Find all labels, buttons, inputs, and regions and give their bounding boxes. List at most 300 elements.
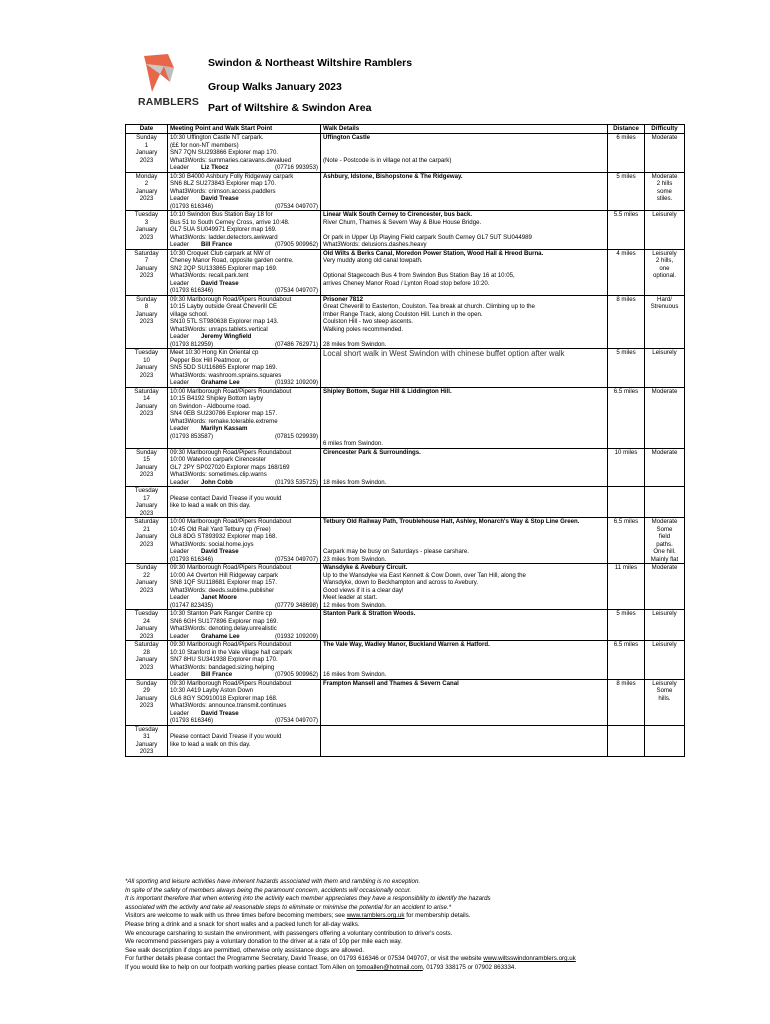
walk-date-line: 2023 [139,318,154,325]
walk-date-line: Sunday [136,679,157,687]
walk-date-line: Tuesday [134,349,159,356]
walk-detail-line [323,656,605,664]
walk-date-line: 2 [144,180,149,187]
difficulty-value: Leisurely [652,610,677,617]
leader-label: Leader [170,195,189,202]
help-text-end: , 01793 338175 or 07902 863334. [422,963,517,971]
meeting-point-line: 10:15 Layby outside Great Cheverill CE [170,303,278,310]
leader-name: David Trease [200,279,239,287]
walk-detail-line [323,149,605,157]
walk-title: Prisoner 7812 [323,295,363,303]
leader-name: Bill France [200,671,233,678]
walk-date-line: Saturday [134,641,159,648]
leader-phones [170,287,318,295]
walk-date-cell [126,679,168,725]
walk-date-line: January [135,502,158,509]
leader-phone: (01932 109209) [274,379,318,386]
walk-date-line: January [135,740,158,748]
leader-phone-mobile: (07486 762971) [274,340,318,348]
walk-row [126,679,685,725]
details-column-header: Walk Details [321,125,608,134]
difficulty-value: Leisurely [652,641,677,648]
walk-details-cell [321,172,608,211]
walk-details-cell [321,725,608,756]
distance-cell [608,172,645,211]
walk-details-cell [321,295,608,349]
meeting-point-line: SN4 0EB SU230786 Explorer map 157. [170,410,278,417]
visitors-text: Visitors are welcome to walk with us three times before becoming members; see [125,912,347,920]
footer-line: We encourage carsharing to sustain the environment, with passengers offering a voluntary contribution to driver's costs. [125,929,453,937]
walk-date-cell [126,172,168,211]
walk-row [126,448,685,487]
contact-text: For further details please contact the Programme Secretary, David Trease, on 01793 616346 or 07534 049707, or visit the website [125,955,484,963]
date-column-header: Date [126,125,168,134]
difficulty-cell [645,172,685,211]
leader-phone-mobile: (07534 049707) [274,555,318,563]
meeting-point-line [170,726,318,734]
walk-detail-line: Imber Range Track, along Coulston Hill. Lunch in the open. [323,310,483,318]
walk-detail-line [323,541,605,549]
meeting-point-line: What3Words: social.home.joys [170,540,254,548]
walk-date-line: January [135,656,158,663]
walk-date-cell [126,211,168,250]
leader-label: Leader [170,425,189,432]
walk-row [126,487,685,518]
leader-phone: (07716 993953) [274,164,318,171]
walk-date-line: Saturday [134,249,159,257]
meeting-point-line: 10:30 Stanton Park Ranger Centre cp [170,610,272,617]
distance-value: 6 miles [616,134,636,141]
walk-date-line: 2023 [139,471,154,478]
walk-title: Old Wilts & Berks Canal, Moredon Power Station, Wood Hall & Hreod Burna. [323,249,544,257]
walk-row [126,387,685,448]
difficulty-value [647,487,682,495]
meeting-point-line: SN7 7QN SU293866 Explorer map 170. [170,149,279,156]
difficulty-value: 2 hills, [655,257,674,264]
leader-line [170,379,318,387]
walk-date-line: January [135,625,158,632]
leader-label: Leader [170,709,189,717]
meeting-point-line: 09:30 Marlborough Road/Pipers Roundabout [170,564,292,571]
walk-date-line: 3 [144,218,149,226]
meeting-point-line: Meet 10:30 Hong Kin Oriental cp [170,349,259,356]
leader-name: Bill France [200,241,233,248]
leader-phones [170,203,318,211]
walk-detail-line: 28 miles from Swindon. [323,340,387,348]
meeting-point-line: 09:30 Marlborough Road/Pipers Roundabout [170,448,292,456]
walk-detail-line [323,464,605,472]
distance-cell [608,295,645,349]
walk-detail-line: Very muddy along old canal towpath. [323,257,423,264]
meeting-point-cell [168,610,321,641]
meeting-point-line: GL7 5UA SU049971 Explorer map 169. [170,226,277,233]
walk-date-line: January [135,364,158,371]
leader-phone-home: (01747 823435) [170,601,214,609]
footer-line: Please bring a drink and a snack for short walks and a packed lunch for all-day walks. [125,920,360,928]
distance-value: 10 miles [614,448,638,456]
difficulty-value: Mainly flat [650,555,679,563]
walk-detail-line: 6 miles from Swindon. [323,440,383,447]
walk-details-cell [321,448,608,487]
leader-phone: (07905 909962) [274,671,318,678]
meeting-point-line: 09:30 Marlborough Road/Pipers Roundabout [170,641,292,648]
page-subtitle: Group Walks January 2023 [208,81,342,93]
leader-name: Jeremy Wingfield [200,333,252,340]
leader-label: Leader [170,333,189,340]
meeting-point-line: GL8 8DG ST893932 Explorer map 168. [170,533,278,540]
leader-label: Leader [170,548,189,555]
leader-label: Leader [170,594,189,601]
email-link[interactable]: tomoallen@hotmail.com [356,963,423,971]
leader-line [170,195,318,203]
meeting-point-line: SN2 2QP SU133865 Explorer map 169. [170,264,278,272]
walk-date-line: 28 [143,648,150,656]
walk-detail-line: 12 miles from Swindon. [323,601,387,609]
leader-phone-home: (01793 616346) [170,287,214,294]
difficulty-value: Leisurely [652,249,677,257]
safety-notice [125,878,685,912]
difficulty-cell [645,564,685,610]
leader-phone: (01932 109209) [274,632,318,640]
safety-line: associated with the activity and take all reasonable steps to eliminate or minimise the potential for an accident to arise.* [125,903,452,911]
walk-details-cell [321,564,608,610]
meeting-point-line: Bus 51 to South Cerney Cross, arrive 10:48. [170,218,290,226]
walk-title: Linear Walk South Cerney to Cirencester, bus back. [323,211,473,218]
leader-phones [170,556,318,564]
leader-name: Liz Tkocz [200,164,229,171]
walk-title: The Vale Way, Wadley Manor, Buckland Warren & Hatford. [323,641,490,648]
leader-name: David Trease [200,548,239,555]
walk-date-cell [126,487,168,518]
leader-name: Marilyn Kassam [200,425,248,432]
meeting-point-line: Cheney Manor Road, opposite garden centre. [170,257,294,264]
meeting-point-line: SN6 8LZ SU273843 Explorer map 170. [170,180,277,187]
meeting-point-line: GL6 8GY SO910018 Explorer map 168. [170,694,278,702]
meeting-point-line: 10:00 Marlborough Road/Pipers Roundabout [170,518,292,525]
walk-details-cell [321,387,608,448]
walk-detail-line [323,265,605,273]
walk-title: Frampton Mansell and Thames & Severn Canal [323,679,459,687]
walk-row [126,211,685,250]
safety-line: In spite of the safety of members always being the paramount concern, accidents will occasionally occur. [125,886,412,894]
leader-line [170,548,318,556]
meeting-point-line: 10:00 Marlborough Road/Pipers Roundabout [170,387,292,395]
meeting-point-line: 10:15 B4192 Shipley Bottom layby [170,395,264,402]
walk-detail-line [323,664,605,672]
difficulty-value: One hill. [653,548,676,555]
meeting-point-cell [168,448,321,487]
distance-cell [608,610,645,641]
walk-date-line: 8 [144,303,149,310]
meeting-point-line: GL7 2PY SP027020 Explorer maps 168/169 [170,463,290,471]
visitors-note [125,912,685,921]
meeting-point-line: 10:10 Stanford in the Vale village hall carpark [170,648,293,656]
distance-cell [608,641,645,680]
walk-details-cell [321,641,608,680]
leader-line [170,594,318,602]
leader-line [170,280,318,288]
difficulty-cell [645,725,685,756]
meeting-point-line: What3Words: washroom.sprains.squares [170,371,282,379]
walk-date-line: 2023 [139,233,154,241]
meet-column-header: Meeting Point and Walk Start Point [168,125,321,134]
walk-row [126,172,685,211]
walk-date-cell [126,249,168,295]
leader-phone-home: (01793 616346) [170,202,214,210]
leader-name: David Trease [200,195,239,202]
distance-value: 4 miles [616,249,636,257]
meeting-point-line: SN10 5TL ST980638 Explorer map 143. [170,318,279,325]
difficulty-value: Moderate [651,448,678,456]
walk-date-line: 22 [143,571,150,579]
contact-note [125,955,685,964]
leader-name: John Cobb [200,478,233,486]
area-label: Part of Wiltshire & Swindon Area [208,102,372,114]
ramblers-link[interactable]: www.ramblers.org.uk [346,912,405,920]
walk-title: Wansdyke & Avebury Circuit. [323,564,408,571]
walks-table [125,124,685,757]
difficulty-value: Leisurely [652,679,677,687]
walk-date-line: 17 [143,494,150,502]
difficulty-value: Hard/ [657,295,672,303]
leader-line [170,425,318,433]
meeting-point-line: like to lead a walk on this day. [170,502,251,509]
meeting-point-line: SN8 1QF SU118681 Explorer map 157. [170,579,277,586]
distance-value [610,487,642,495]
walk-detail-line [323,471,605,479]
walk-title: Ashbury, Idstone, Bishopstone & The Ridgeway. [323,172,463,180]
difficulty-cell [645,349,685,388]
walk-row [126,249,685,295]
walk-detail-line: River Churn, Thames & Severn Way & Blue House Bridge. [323,218,482,226]
walk-title: Uffington Castle [323,134,371,141]
distance-value: 6.5 miles [613,641,639,648]
ramblers-logo [138,52,210,112]
distance-cell [608,349,645,388]
difficulty-value: optional. [652,272,677,279]
leader-phones [170,341,318,349]
difficulty-value: Strenuous [650,303,679,310]
table-header-row [126,125,685,134]
difficulty-value: Moderate [651,564,678,571]
walk-date-cell [126,349,168,388]
walk-date-line: Monday [135,172,158,180]
footer-line: See walk description if dogs are permitted, otherwise only assistance dogs are allowed. [125,946,365,954]
walk-row [126,641,685,680]
walk-date-line: January [135,402,158,410]
difficulty-cell [645,387,685,448]
meeting-point-line: 10:00 A4 Overton Hill Ridgeway carpark [170,571,279,579]
meeting-point-line: 10:30 Uffington Castle NT carpark. [170,134,264,141]
meeting-point-line: Please contact David Trease if you would [170,494,282,502]
walk-date-line: 10 [143,356,150,364]
help-text: If you would like to help on our footpath working parties please contact Tom Allen on [125,963,357,971]
walk-date-line: 31 [143,733,150,740]
meeting-point-line: SN5 5DD SU116865 Explorer map 169. [170,364,278,371]
walk-date-line: Tuesday [134,487,159,494]
walk-date-line: January [135,694,158,702]
walk-date-line: 24 [143,617,150,625]
walk-detail-line [323,433,605,441]
meeting-point-line: What3Words: deeds.sublime.publisher [170,586,275,594]
walk-date-cell [126,134,168,173]
ramblers-arrow-icon [138,52,178,94]
difficulty-cell [645,487,685,518]
meeting-point-cell [168,679,321,725]
walk-detail-line: Great Cheverill to Easterton, Coulston. Tea break at church. Climbing up to the [323,303,535,310]
walk-details-cell [321,679,608,725]
difficulty-column-header: Difficulty [645,125,685,134]
leader-label: Leader [170,164,189,171]
meeting-point-cell [168,641,321,680]
walk-date-line: 1 [144,141,149,149]
walk-row [126,564,685,610]
footer-notes [125,878,685,973]
walk-date-line: 2023 [139,540,154,548]
leader-label: Leader [170,241,189,248]
walk-detail-line [323,649,605,657]
ramblers-wordmark: RAMBLERS [138,96,200,108]
leader-phones [170,433,318,441]
distance-cell [608,487,645,518]
walk-detail-line: Local short walk in West Swindon with chinese buffet option after walk [323,349,565,358]
walk-title: Stanton Park & Stratton Woods. [323,610,416,617]
walk-date-line: 2023 [139,586,154,594]
leader-name: David Trease [200,709,239,717]
walk-detail-line [323,142,605,150]
footer-lines [125,921,685,955]
meeting-point-cell [168,518,321,564]
walk-date-line: 2023 [139,632,154,640]
leader-phone-home: (01793 616346) [170,555,214,563]
walk-detail-line: What3Words: delusions.dashes.heavy [323,241,427,248]
walk-details-cell [321,134,608,173]
meeting-point-cell [168,487,321,518]
website-link[interactable]: www.wiltsswindonramblers.org.uk [483,955,576,963]
walk-details-cell [321,211,608,250]
walk-date-line: 21 [143,525,150,533]
meeting-point-line: village school. [170,310,209,318]
difficulty-value: hills. [658,694,671,702]
distance-cell [608,448,645,487]
meeting-point-line: 10:30 Croquet Club carpark at NW of [170,249,271,257]
walk-date-line: January [135,187,158,195]
walk-detail-line: 23 miles from Swindon. [323,555,387,563]
walk-detail-line: (Note - Postcode is in village not at the carpark) [323,156,452,164]
walk-date-line: 2023 [139,371,154,379]
walk-date-line: January [135,310,158,318]
meeting-point-line: 09:30 Marlborough Road/Pipers Roundabout [170,295,292,303]
leader-line [170,164,318,172]
walk-date-cell [126,295,168,349]
walk-date-cell [126,387,168,448]
meeting-point-line: on Swindon - Aldbourne road. [170,402,251,410]
difficulty-cell [645,679,685,725]
walks-table-body [126,134,685,757]
meeting-point-line [170,487,318,495]
leader-phones [170,602,318,610]
walk-detail-line [323,425,605,433]
leader-phone-mobile: (07534 049707) [274,202,318,210]
meeting-point-line: 10:45 Old Rail Yard Tetbury cp (Free) [170,525,271,533]
walk-date-line: Sunday [136,448,157,456]
walk-row [126,725,685,756]
meeting-point-line: (££ for non-NT members) [170,141,239,149]
difficulty-value: Some [656,687,673,694]
leader-phone-mobile: (07534 049707) [274,287,318,294]
meeting-point-line: 10:00 Waterloo carpark Cirencester [170,456,266,463]
leader-label: Leader [170,279,189,287]
meeting-point-line: Pepper Box Hill Peatmoor, or [170,356,249,364]
distance-value: 5.5 miles [613,211,639,218]
difficulty-cell [645,295,685,349]
walk-date-line: Tuesday [134,725,159,733]
walk-details-cell [321,487,608,518]
leader-name: Grahame Lee [200,379,240,386]
meeting-point-line: 10:30 A419 Layby Aston Down [170,687,254,694]
distance-cell [608,211,645,250]
walk-row [126,610,685,641]
meeting-point-line: What3Words: recall.park.tent [170,272,249,279]
meeting-point-cell [168,172,321,211]
walk-detail-line: 16 miles from Swindon. [323,671,387,678]
walk-date-line: 15 [143,456,150,463]
meeting-point-cell [168,134,321,173]
distance-value: 5 miles [616,349,636,356]
leader-line [170,710,318,718]
meeting-point-cell [168,295,321,349]
walk-date-cell [126,564,168,610]
leader-phone-mobile: (07779 348698) [274,601,318,609]
meeting-point-line: What3Words: denoting.delay.unrealistic [170,625,277,632]
leader-phone: (01793 535725) [274,478,318,486]
walk-row [126,295,685,349]
leader-line [170,633,318,641]
walk-date-line: January [135,463,158,471]
leader-line [170,241,318,249]
safety-line: It is important therefore that when entering into the activity each member appreciates they have a responsibility to identify the hazards [125,895,491,903]
meeting-point-cell [168,249,321,295]
meeting-point-line: What3Words: announce.transmit.continues [170,702,287,709]
difficulty-value [647,726,682,734]
difficulty-value: Moderate [651,387,678,395]
difficulty-value: some [657,187,672,195]
distance-cell [608,679,645,725]
meeting-point-line: SN6 6GH SU177896 Explorer map 169. [170,617,279,625]
difficulty-value: stiles. [656,195,673,202]
difficulty-cell [645,211,685,250]
difficulty-cell [645,134,685,173]
walk-date-line: Tuesday [134,610,159,617]
walk-details-cell [321,518,608,564]
walk-date-line: 2023 [139,702,154,709]
distance-value: 11 miles [614,564,638,571]
walk-detail-line: Good views if it is a clear day! [323,586,404,594]
walk-detail-line [323,418,605,426]
walk-date-line: January [135,533,158,540]
walk-title: Shipley Bottom, Sugar Hill & Liddington Hill. [323,387,452,395]
leader-phone-home: (01793 616346) [170,717,214,724]
walk-date-line: Tuesday [134,211,159,218]
difficulty-value: Leisurely [652,211,677,218]
walk-detail-line [323,226,605,234]
walk-detail-line [323,410,605,418]
walk-row [126,349,685,388]
walk-details-cell [321,249,608,295]
walk-detail-line: Walking poles recommended. [323,325,404,333]
leader-line [170,333,318,341]
distance-cell [608,249,645,295]
